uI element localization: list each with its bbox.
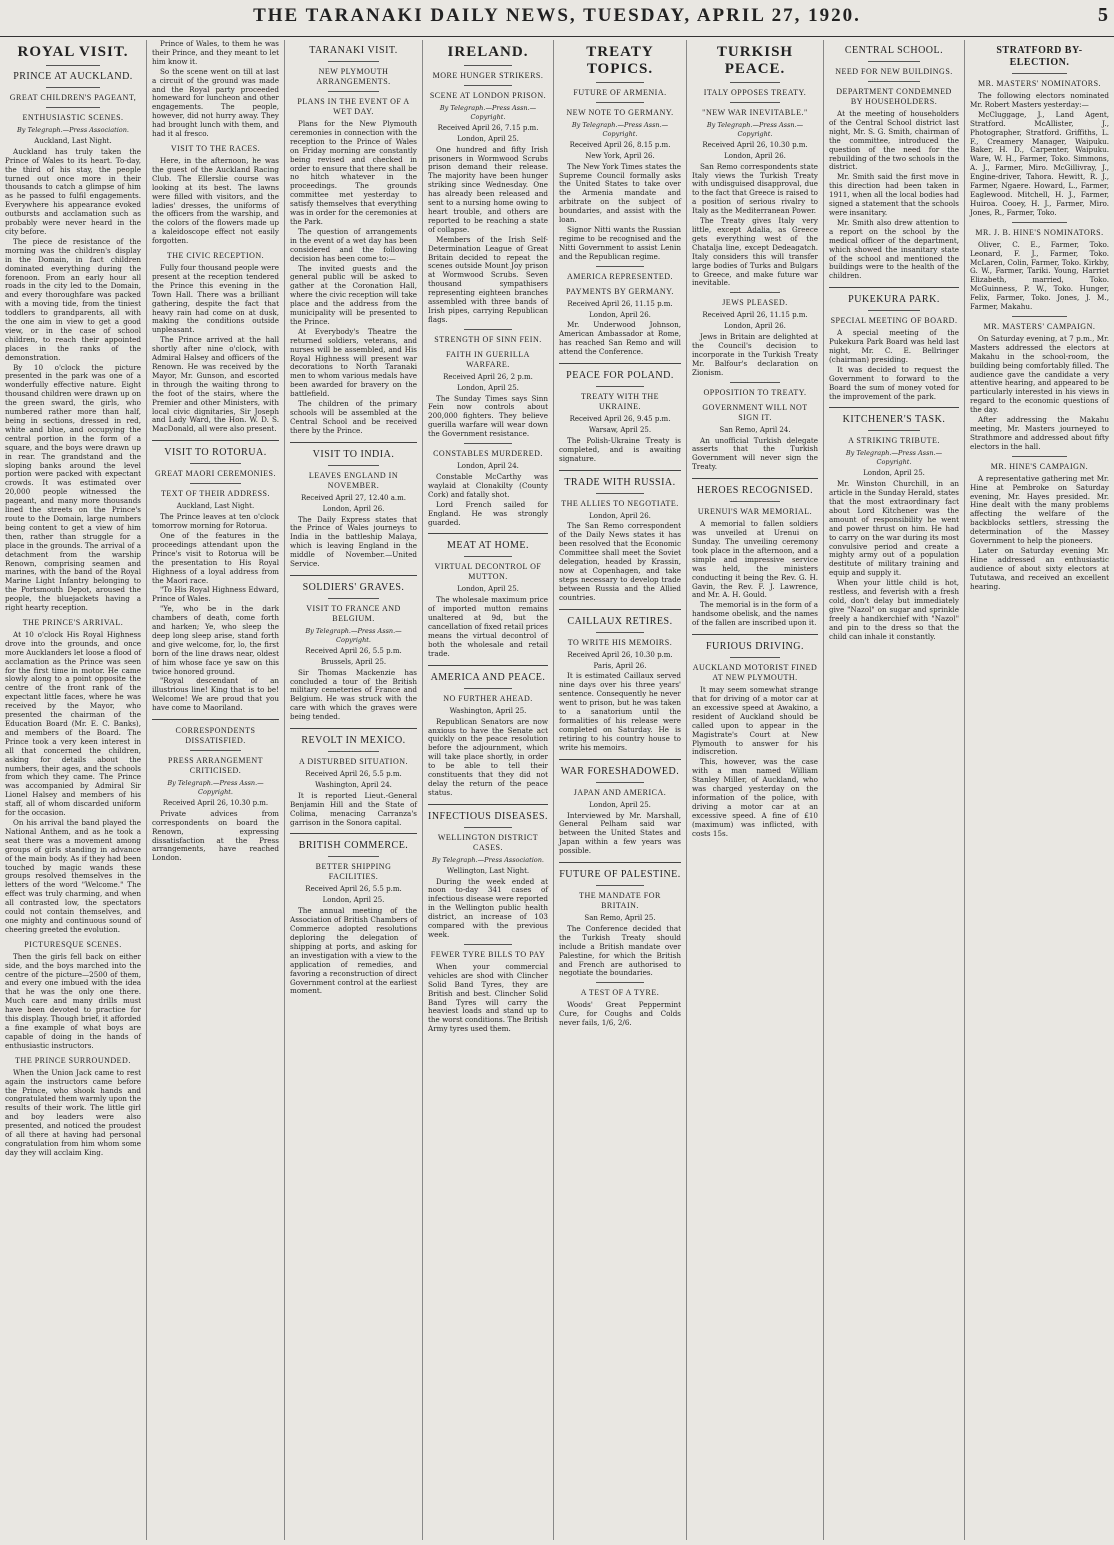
deck: DEPARTMENT CONDEMNED BY HOUSEHOLDERS.: [836, 87, 952, 106]
headline: TRADE WITH RUSSIA.: [564, 476, 676, 488]
dateline: Received April 26, 11.15 p.m.: [702, 311, 808, 320]
headline: VISIT TO INDIA.: [312, 448, 395, 460]
article-paragraph: On his arrival the band played the National Anthem, and as he took a seat there was a movement among groups of girls standing in advance of the main body. As if they had been touched by magic wands these groups resolved themselves in the letters of the word "Welcome." The effect was truly charming, and when all contrasted low, the spectators could not contain themselves, and one mighty and continuous sound of cheering greeted the evolution.: [5, 817, 141, 934]
section-subhead: THE PRINCE SURROUNDED.: [15, 1055, 131, 1065]
page-number: 5: [1098, 4, 1108, 26]
divider: [464, 556, 512, 557]
article-paragraph: Signor Nitti wants the Russian regime to be recognised and the Nitti Government to assist Lenin and the Republican regime.: [559, 224, 681, 261]
divider: [596, 982, 645, 983]
dateline: Auckland, Last Night.: [176, 502, 255, 511]
divider: [464, 329, 512, 330]
article-paragraph: By 10 o'clock the picture presented in the park was one of a wonderfully effective nature. Eight thousand children were drawn up on the green sward, the girls, who numbered rather more than half, being in sections, dressed in red, white and blue, and occupying the central portion in the form of a square, and the boys were drawn up in rear. The grandstand and the sloping banks around the level portion were packed with expectant crowds. It was estimated over 20,000 people witnessed the pageant, and many more thousands lined the streets on the Prince's route to the Domain, large numbers being content to get a view of him then, rather than struggle for a place in the grounds. The arrival of a detachment from the warship Renown, comprising seamen and marines, with the band of the Royal Marine Light Infantry belonging to the Portsmouth Depot, aroused the people, the bluejackets having a right hearty reception.: [5, 362, 141, 613]
headline: HEROES RECOGNISED.: [696, 485, 814, 497]
dateline: Received April 26, 10.30 p.m.: [702, 140, 808, 149]
article-paragraph: Mr. Winston Churchill, in an article in the Sunday Herald, states that the most extraordinary fact about Lord Kitchener was the amount of responsibility he went and power thrust on him. He had to carry on the war during its most convulsive period and create a mighty army out of a population destitute of military training and equip and supply it.: [829, 479, 959, 578]
divider: [428, 533, 548, 534]
dateline: London, April 24.: [457, 462, 519, 471]
byline: By Telegraph.—Press Assn.—Copyright.: [571, 121, 669, 138]
dateline: San Remo, April 25.: [584, 914, 656, 923]
article-paragraph: Prince of Wales, to them he was their Prince, and they meant to let him know it.: [152, 40, 279, 66]
headline: FUTURE OF PALESTINE.: [559, 869, 681, 881]
divider: [692, 478, 818, 479]
article-paragraph: A special meeting of the Pukekura Park Board was held last night, Mr. C. E. Bellringer (chairman) presiding.: [829, 328, 959, 364]
headline: CONSTABLES MURDERED.: [433, 449, 543, 459]
headline: MEAT AT HOME.: [447, 540, 529, 552]
divider: [868, 61, 920, 62]
column-treaty-topics: [554, 40, 687, 1540]
section-subhead: MR. J. B. HINE'S NOMINATORS.: [975, 227, 1104, 237]
dateline: Warsaw, April 25.: [588, 425, 652, 434]
headline: PEACE FOR POLAND.: [566, 370, 674, 382]
article-paragraph: Mr. Underwood Johnson, American Ambassador at Rome, has reached San Remo and will attend the Conference.: [559, 320, 681, 357]
article-paragraph: The Conference decided that the Turkish Treaty should include a British mandate over Palestine, for which the British and French are authorised to negotiate the boundaries.: [559, 923, 681, 978]
deck: GREAT MAORI CEREMONIES.: [155, 469, 276, 479]
article-paragraph: Republican Senators are now anxious to have the Senate act quickly on the peace resolution before the adjournment, which will take place shortly, in order to be able to tell their constituents that they did not delay the return of the peace status.: [428, 716, 548, 797]
dateline: London, April 25.: [457, 383, 519, 392]
section-subhead: THE PRINCE'S ARRIVAL.: [22, 617, 124, 627]
headline: CORRESPONDENTS DISSATISFIED.: [175, 726, 256, 746]
divider: [328, 598, 379, 599]
article-paragraph: Sir Thomas Mackenzie has concluded a tour of the British military cemeteries of France and Belgium. He was struck with the care with which the graves were being tended.: [290, 667, 417, 722]
divider: [328, 856, 379, 857]
divider: [328, 61, 379, 62]
section-subhead: PICTURESQUE SCENES.: [24, 939, 122, 949]
deck: TREATY WITH THE UKRAINE.: [580, 392, 659, 412]
deck: JEWS PLEASED.: [722, 298, 788, 308]
article-paragraph: So the scene went on till at last a circuit of the ground was made and the Royal party proceeded homeward for luncheon and other engagements. The people, however, did not hurry away. They had brought lunch with them, and had it al fresco.: [152, 66, 279, 139]
dateline: Wellington, Last Night.: [446, 866, 530, 875]
divider: [464, 827, 512, 828]
dateline: Auckland, Last Night.: [34, 136, 112, 145]
headline: AMERICA REPRESENTED.: [566, 271, 673, 281]
headline: TREATY TOPICS.: [586, 44, 654, 77]
column-taranaki-visit: [285, 40, 423, 1540]
divider: [152, 719, 279, 720]
dateline: Washington, April 25.: [449, 706, 527, 715]
deck: TEXT OF THEIR ADDRESS.: [161, 489, 270, 499]
divider: [290, 833, 417, 834]
divider: [1012, 316, 1068, 317]
dateline: London, April 26.: [322, 504, 385, 513]
divider: [559, 470, 681, 471]
article-paragraph: Mr. Smith also drew attention to a report on the school by the medical officer of the department, which showed the insanitary state of the school and mentioned the buildings were to the health of the children.: [829, 217, 959, 281]
divider: [1012, 222, 1068, 223]
deck: NEW NOTE TO GERMANY.: [566, 108, 674, 117]
divider: [596, 632, 645, 633]
byline: By Telegraph.—Press Assn.—Copyright.: [845, 449, 943, 467]
divider: [190, 483, 241, 484]
headline: BRITISH COMMERCE.: [298, 840, 409, 852]
article-paragraph: The wholesale maximum price of imported mutton remains unaltered at 9d, but the cancellation of fixed retail prices means the virtual decontrol of both the wholesale and retail trade.: [428, 595, 548, 658]
dateline: Received April 26, 2 p.m.: [443, 372, 533, 381]
article-paragraph: One hundred and fifty Irish prisoners in Wormwood Scrubs prison demand their release. The majority have been hunger striking since Wednesday. One has already been released and sent to a nursing home owing to heart trouble, and others are reported to be reaching a state of collapse.: [428, 144, 548, 234]
deck: BETTER SHIPPING FACILITIES.: [315, 862, 392, 882]
divider: [464, 65, 512, 66]
divider: [730, 382, 780, 383]
article-paragraph: During the week ended at noon to-day 341 cases of infectious disease were reported in the Wellington public health district, an increase of 103 compared with the previous week.: [428, 876, 548, 939]
article-paragraph: Lord French sailed for England. He was strongly guarded.: [428, 499, 548, 527]
divider: [46, 107, 100, 108]
article-paragraph: San Remo correspondents state Italy views the Turkish Treaty with undisguised disapproval, due to the fact that Greece is raised to a position of serious rivalry to Italy as the Mediterranean Power.: [692, 161, 818, 216]
article-paragraph: It is estimated Caillaux served nine days over his three years' sentence. Consequently he never went to prison, but he was taken to a sanatorium until the formalities of his release were completed on Saturday. He is retiring to his country house to write his memoirs.: [559, 671, 681, 752]
dateline: London, April 26.: [724, 151, 786, 160]
article-paragraph: The Sunday Times says Sinn Fein now controls about 200,000 fighters. They believe guerilla warfare will wear down the Government resistance.: [428, 393, 548, 439]
byline: By Telegraph.—Press Assn.—Copyright.: [305, 626, 402, 644]
dateline: London, April 26.: [589, 310, 651, 319]
article-paragraph: The New York Times states the Supreme Council formally asks the United States to take over the Armenia mandate and arbitrate on the subject of boundaries, and assist with the loan.: [559, 161, 681, 225]
deck: FUTURE OF ARMENIA.: [573, 88, 667, 97]
article-paragraph: Plans for the New Plymouth ceremonies in connection with the reception to the Prince of Wales on Friday morning are constantly being revised and checked in order to ensure that there shall be no hitch whatever in the proceedings. The grounds committee met yesterday to satisfy themselves that everything was in order for the ceremonies at the Park.: [290, 119, 417, 226]
divider: [730, 657, 780, 658]
article-paragraph: A memorial to fallen soldiers was unveiled at Urenui on Sunday. The unveiling ceremony took place in the afternoon, and a simple and impressive service was held, the ministers conducting it being the Rev. G. H. Gavin, the Rev. F. J. Lawrence, and Mr. A. H. Gould.: [692, 519, 818, 600]
article-paragraph: Then the girls fell back on either side, and the boys marched into the centre of the picture—2500 of them, and every one imbued with the idea that he was the only one there. Much care and many drills must have been devoted to practice for this display. Though brief, it afforded a fine example of what boys are capable of doing in the hands of enthusiastic instructors.: [5, 951, 141, 1050]
headline: CAILLAUX RETIRES.: [567, 615, 673, 627]
divider: [464, 688, 512, 689]
divider: [46, 87, 100, 88]
columns: [0, 40, 1114, 1540]
article-paragraph: The Treaty gives Italy very little, except Adalia, as Greece gets everything west of the Chatalja line, except Dedeagatch. Italy considers this will transfer large bodies of Turks and Bulgars to Greece, and make future war inevitable.: [692, 216, 818, 288]
deck: VIRTUAL DECONTROL OF MUTTON.: [434, 562, 542, 582]
divider: [328, 751, 379, 752]
dateline: Received April 26, 5.5 p.m.: [305, 770, 402, 779]
headline: CENTRAL SCHOOL.: [844, 45, 944, 56]
article-paragraph: At Everybody's Theatre the returned soldiers, veterans, and nurses will be assembled, and His Royal Highness will present war decorations to North Taranaki men to whom various medals have been awarded for bravery on the battlefield.: [290, 326, 417, 399]
article-paragraph: Later on Saturday evening Mr. Hine addressed an enthusiastic audience of about sixty electors at Tututawa, and received an excellent hearing.: [970, 545, 1109, 591]
dateline: Received April 26, 9.45 p.m.: [569, 415, 671, 424]
byline: By Telegraph.—Press Assn.—Copyright.: [706, 121, 804, 138]
deck: MORE HUNGER STRIKERS.: [432, 71, 544, 80]
headline: REVOLT IN MEXICO.: [301, 735, 406, 747]
article-paragraph: The invited guests and the general public will be asked to gather at the Coronation Hall, where the civic reception will take place and the address from the municipality will be presented to the Prince.: [290, 263, 417, 326]
divider: [328, 465, 379, 466]
deck: SCENE AT LONDON PRISON.: [429, 91, 547, 100]
article-paragraph: Private advices from correspondents on board the Renown, expressing dissatisfaction at the Press arrangements, have reached London.: [152, 808, 279, 863]
headline: STRATFORD BY-ELECTION.: [996, 45, 1083, 68]
divider: [730, 102, 780, 103]
deck: A STRIKING TRIBUTE.: [848, 436, 940, 446]
article-paragraph: "To His Royal Highness Edward, Prince of Wales.: [152, 585, 279, 604]
section-subhead: VISIT TO THE RACES.: [170, 143, 261, 153]
divider: [290, 442, 417, 443]
article-paragraph: The San Remo correspondent of the Daily News states it has been resolved that the Economic Committee shall meet the Soviet delegation, headed by Krassin, now at Copenhagen, and take steps necessary to develop trade between Russia and the Allied countries.: [559, 521, 681, 602]
advert-heading: A TEST OF A TYRE.: [580, 988, 660, 998]
column-royal-visit-cont: [147, 40, 285, 1540]
article-paragraph: The piece de resistance of the morning was the children's display in the Domain, in fact children dominated everything during the forenoon. From an early hour all roads in the city led to the Domain, and every thoroughfare was packed with a moving tide, from the tiniest toddlers to grandparents, all with the one aim in view to get a good view, or in the case of school children, to reach their appointed places in the ranks of the demonstration.: [5, 236, 141, 362]
advert-text: When your little child is hot, restless, and feverish with a fresh cold, don't delay but immediately give "Nazol" on sugar and sprinkle freely a handkerchief with "Nazol" and pin to the dress so that the child can inhale it constantly.: [829, 578, 959, 641]
divider: [1012, 73, 1068, 74]
column-stratford-by-election: [965, 40, 1114, 1540]
article-paragraph: After addressing the Makahu meeting, Mr. Masters journeyed to Strathmore and addressed about fifty electors in the hall.: [970, 415, 1109, 451]
deck: ENTHUSIASTIC SCENES.: [22, 113, 124, 122]
divider: [559, 862, 681, 863]
nominator-list: McCluggage, J., Land Agent, Stratford. McAllister, J., Photographer, Stratford. Griffiths, L. F., Creamery Manager, Waipuku. Baker, H. D., Carpenter, Waipuku. Ware, W. H., Farmer, Toko. Simmons, A. J., Farmer, Miro. McGillivray, J., Engine-driver, Tahora. Hewitt, R. J., Farmer, Ngaere. Howard, L., Farmer, Eaglewood. Mitchell, H. J., Farmer, Huiroa. Cooey, H. J., Farmer, Miro. Jones, R., Farmer, Toko.: [970, 109, 1109, 217]
nominator-list: Oliver, C. E., Farmer, Toko. Leonard, F. J., Farmer, Toko. McLaren, Colin, Farmer, Toko. Kirkby, G. W., Farmer, Tariki. Young, Harriet Elizabeth, married, Toko. McGuinness, P. W., Toko. Hunger, Felix, Farmer, Toko. Jones, J. M., Farmer, Makahu.: [970, 239, 1109, 312]
dateline: London, April 25.: [457, 585, 519, 594]
article-paragraph: It was decided to request the Government to forward to the Board the sum of money voted for the improvement of the park.: [829, 364, 959, 401]
article-paragraph: The Daily Express states that the Prince of Wales journeys to India in the battleship Malaya, which is leaving England in the middle of November.—United Service.: [290, 514, 417, 569]
divider: [464, 944, 512, 945]
dateline: Washington, April 24.: [315, 780, 392, 789]
subheadline: PRINCE AT AUCKLAND.: [13, 71, 133, 82]
article-paragraph: At the meeting of householders of the Central School district last night, Mr. S. G. Smith, chairman of the committee, introduced the question of the need for the rebuilding of the two schools in the district.: [829, 109, 959, 172]
headline: FURIOUS DRIVING.: [705, 641, 804, 653]
article-paragraph: Auckland has truly taken the Prince of Wales to its heart. To-day, the third of his stay, the people turned out once more in their thousands to catch a glimpse of him as he passed to fulfil engagements. Everywhere his appearance evoked outbursts and acclamation such as probably were never heard in the city before.: [5, 146, 141, 236]
divider: [829, 407, 959, 408]
deck: JAPAN AND AMERICA.: [573, 787, 667, 797]
advert-heading: FEWER TYRE BILLS TO PAY: [430, 949, 546, 959]
article-paragraph: It may seem somewhat strange that for driving of a motor car at an excessive speed at Awakino, a resident of Auckland should be called upon to appear in the Magistrate's Court at New Plymouth to answer for his indiscretion.: [692, 685, 818, 757]
article-paragraph: When the Union Jack came to rest again the instructors came before the Prince, who shook hands and congratulated them warmly upon the results of their work. The little girl and boy leaders were also presented, and noticed the proudest of all there at having had personal congratulation from him whom some day they will acclaim King.: [5, 1067, 141, 1157]
deck: TO WRITE HIS MEMOIRS.: [567, 637, 673, 647]
dateline: Received April 27, 12.40 a.m.: [301, 493, 406, 502]
article-paragraph: Jews in Britain are delighted at the Council's decision to incorporate in the Turkish Treaty Mr. Balfour's declaration on Zionism.: [692, 332, 818, 377]
deck: SPECIAL MEETING OF BOARD.: [830, 316, 958, 326]
dateline: London, April 25.: [863, 469, 925, 478]
article-paragraph: "Ye, who be in the dark chambers of death, come forth and harken; Ye, who sleep the deep long sleep arise, stand forth and give welcome, for, lo, the first born of the line draws near, oldest of him whose face ye saw on this twice honored ground.: [152, 604, 279, 676]
column-central-school: [824, 40, 965, 1540]
column-turkish-peace: [687, 40, 824, 1540]
divider: [290, 728, 417, 729]
masthead-title: THE TARANAKI DAILY NEWS, TUESDAY, APRIL 27, 1920.: [253, 5, 861, 26]
divider: [190, 750, 241, 751]
divider: [596, 493, 645, 494]
byline: By Telegraph.—Press Assn.—Copyright.: [167, 779, 264, 796]
dateline: Received April 26, 7.15 p.m.: [437, 123, 539, 132]
dateline: Received April 26, 10.30 p.m.: [162, 798, 269, 807]
dateline: London, April 26.: [589, 511, 651, 520]
masthead: [0, 0, 1114, 37]
divider: [559, 363, 681, 364]
deck: "NEW WAR INEVITABLE.": [702, 108, 808, 117]
deck: PRESS ARRANGEMENT CRITICISED.: [168, 756, 263, 776]
dateline: Received April 26, 5.5 p.m.: [305, 885, 402, 894]
headline: IRELAND.: [447, 44, 529, 60]
article-paragraph: Mr. Smith said the first move in this direction had been taken in 1911, when all the local bodies had signed a statement that the schools were insanitary.: [829, 172, 959, 217]
headline: SOLDIERS' GRAVES.: [302, 581, 405, 593]
dateline: New York, April 26.: [585, 151, 655, 160]
divider: [152, 440, 279, 441]
article-paragraph: "Royal descendant of an illustrious line! King that is to be! Welcome! We are proud that you have come to Maoriland.: [152, 676, 279, 713]
article-paragraph: Interviewed by Mr. Marshall, General Pelham said war between the United States and Japan within a few years was possible.: [559, 810, 681, 856]
deck: THE ALLIES TO NEGOTIATE.: [561, 498, 679, 508]
divider: [868, 430, 920, 431]
dateline: Received April 26, 5.5 p.m.: [305, 646, 402, 655]
deck: NO FURTHER AHEAD.: [443, 693, 533, 703]
article-paragraph: On Saturday evening, at 7 p.m., Mr. Masters addressed the electors at Makahu in the school-room, the building being comfortably filled. The audience gave the candidate a very attentive hearing, and appeared to be particularly interested in his views in regard to the economic questions of the day.: [970, 333, 1109, 415]
deck: NEW PLYMOUTH ARRANGEMENTS.: [316, 67, 391, 86]
article-paragraph: At 10 o'clock His Royal Highness drove into the grounds, and once more Aucklanders let loose a flood of acclamation as the Prince was seen for the first time in motor. He came slowly along to a point opposite the centre of the front rank of the expectant little faces, where he was received by the Mayor, who presented the chairman of the Education Board (Mr. E. C. Banks), and members of the Board. The Prince took a very keen interest in all that concerned the children, asking for details about the numbers, their ages, and the schools from which they came. The Prince was accompanied by Admiral Sir Lionel Halsey and members of his staff, all of whom discarded uniform for the occasion.: [5, 629, 141, 818]
divider: [596, 102, 645, 103]
article-paragraph: Here, in the afternoon, he was the guest of the Auckland Racing Club. The Ellerslie course was looking at its best. The lawns were filled with visitors, and the ladies' dresses, the uniforms of the officers from the warship, and the colors of the flowers made up a kaleidoscope effect not easily forgotten.: [152, 155, 279, 246]
deck: NEED FOR NEW BUILDINGS.: [835, 67, 953, 76]
divider: [692, 634, 818, 635]
headline: VISIT TO ROTORUA.: [164, 447, 267, 459]
divider: [559, 759, 681, 760]
divider: [46, 65, 100, 66]
article-paragraph: The Prince leaves at ten o'clock tomorrow morning for Rotorua.: [152, 512, 279, 531]
dateline: London, April 25.: [322, 896, 385, 905]
dateline: London, April 25.: [589, 800, 651, 809]
dateline: San Remo, April 24.: [719, 425, 791, 434]
headline: WAR FORESHADOWED.: [560, 765, 680, 777]
deck: GOVERNMENT WILL NOT SIGN IT.: [702, 402, 808, 422]
divider: [596, 885, 645, 886]
headline: TARANAKI VISIT.: [309, 45, 398, 56]
deck: OPPOSITION TO TREATY.: [703, 387, 807, 397]
column-ireland: [423, 40, 554, 1540]
article-paragraph: It is reported Lieut.-General Benjamin Hill and the State of Colima, menacing Carranza's garrison in the Sonora capital.: [290, 790, 417, 827]
headline: STRENGTH OF SINN FEIN.: [434, 334, 542, 344]
headline: TURKISH PEACE.: [716, 44, 794, 77]
headline: ROYAL VISIT.: [17, 44, 129, 60]
divider: [596, 82, 645, 83]
article-paragraph: Members of the Irish Self-Determination League of Great Britain decided to repeat the scenes outside Mount Joy prison at Wormwood Scrubs. Seven thousand sympathisers representing eighteen branches assembled with three bands of Irish pipes, carrying Republican flags.: [428, 234, 548, 324]
article-paragraph: An unofficial Turkish delegate asserts that the Turkish Government will never sign the Treaty.: [692, 435, 818, 472]
section-subhead: THE CIVIC RECEPTION.: [166, 251, 265, 261]
article-paragraph: The following electors nominated Mr. Robert Masters yesterday:—: [970, 91, 1109, 109]
advert-text: When your commercial vehicles are shod with Clincher Solid Band Tyres, they are British and best. Clincher Solid Band Tyres will carry the heaviest loads and stand up to the worst conditions. The British Army tyres used them.: [428, 961, 548, 1034]
article-paragraph: The children of the primary schools will be assembled at the Central School and be received there by the Prince.: [290, 399, 417, 435]
dateline: Paris, April 26.: [593, 661, 647, 670]
section-subhead: MR. MASTERS' CAMPAIGN.: [983, 321, 1096, 331]
deck: MR. MASTERS' NOMINATORS.: [977, 79, 1102, 88]
divider: [596, 266, 645, 267]
deck: VISIT TO FRANCE AND BELGIUM.: [306, 603, 401, 623]
divider: [1012, 456, 1068, 457]
dateline: Received April 26, 8.15 p.m.: [569, 140, 671, 149]
divider: [868, 81, 920, 82]
column-royal-visit: [0, 40, 147, 1540]
divider: [596, 386, 645, 387]
deck: PLANS IN THE EVENT OF A WET DAY.: [297, 97, 410, 116]
divider: [464, 85, 512, 86]
headline: PUKEKURA PARK.: [848, 294, 940, 306]
divider: [464, 443, 512, 444]
deck: PAYMENTS BY GERMANY.: [566, 286, 674, 296]
divider: [829, 287, 959, 288]
divider: [730, 292, 780, 293]
deck: A DISTURBED SITUATION.: [299, 757, 408, 767]
advert-text: Woods' Great Peppermint Cure, for Coughs and Colds never fails, 1/6, 2/6.: [559, 1000, 681, 1028]
divider: [428, 665, 548, 666]
section-subhead: MR. HINE'S CAMPAIGN.: [990, 461, 1089, 471]
divider: [868, 310, 920, 311]
dateline: Brussels, April 25.: [320, 657, 387, 666]
divider: [428, 804, 548, 805]
byline: By Telegraph.—Press Association.: [17, 126, 129, 134]
deck: ITALY OPPOSES TREATY.: [703, 88, 807, 97]
article-paragraph: A representative gathering met Mr. Hine at Pembroke on Saturday evening, Mr. Hayes presided. Mr. Hine dealt with the many problems affecting the welfare of the backblocks settlers, stressing the determination of the Massey Government to help the pioneers.: [970, 473, 1109, 546]
byline: By Telegraph.—Press Assn.—Copyright.: [439, 104, 537, 121]
dateline: Received April 26, 11.15 p.m.: [567, 299, 673, 308]
divider: [328, 91, 379, 92]
divider: [730, 82, 780, 83]
deck: AUCKLAND MOTORIST FINED AT NEW PLYMOUTH.: [692, 663, 818, 683]
article-paragraph: The Prince arrived at the hall shortly after nine o'clock, with Admiral Halsey and officers of the Renown. He was received by the Mayor, Mr. Gunson, and escorted in through the waiting throng to the foot of the stairs, where the Premier and other Ministers, with local civic dignitaries, Sir Joseph and Lady Ward, the Hon. W. D. S. MacDonald, all were also present.: [152, 335, 279, 434]
headline: AMERICA AND PEACE.: [430, 671, 546, 683]
article-paragraph: The Polish-Ukraine Treaty is completed, and is awaiting signature.: [559, 435, 681, 463]
deck: URENUI'S WAR MEMORIAL.: [697, 507, 813, 517]
divider: [190, 463, 241, 464]
divider: [596, 782, 645, 783]
article-paragraph: The annual meeting of the Association of British Chambers of Commerce adopted resolutions deploring the delegation of shipping at ports, and asking for an investigation with a view to the application of remedies, and favoring a reconstruction of direct Government control at the earliest moment.: [290, 906, 417, 996]
divider: [559, 609, 681, 610]
divider: [730, 501, 780, 502]
article-paragraph: The question of arrangements in the event of a wet day has been considered and the following decision has been come to:—: [290, 226, 417, 263]
headline: INFECTIOUS DISEASES.: [428, 810, 549, 822]
deck: WELLINGTON DISTRICT CASES.: [437, 832, 539, 852]
deck: LEAVES ENGLAND IN NOVEMBER.: [308, 470, 399, 490]
headline: KITCHENER'S TASK.: [842, 414, 946, 426]
article-paragraph: Constable McCarthy was waylaid at Clonakilty (County Cork) and fatally shot.: [428, 472, 548, 499]
deck: THE MANDATE FOR BRITAIN.: [579, 891, 661, 911]
dateline: Received April 26, 10.30 p.m.: [567, 650, 673, 659]
dateline: London, April 25.: [457, 134, 519, 143]
article-paragraph: Fully four thousand people were present at the reception tendered the Prince this evening in the Town Hall. There was a brilliant gathering, despite the fact that heavy rain had come on at dusk, making the conditions outside unpleasant.: [152, 263, 279, 335]
article-paragraph: This, however, was the case with a man named William Stanley Miller, of Auckland, who was charged yesterday on the information of the police, with driving a motor car at an excessive speed. A fine of £10 (maximum) was inflicted, with costs 15s.: [692, 757, 818, 838]
article-paragraph: The memorial is in the form of a handsome obelisk, and the names of the fallen are inscribed upon it.: [692, 600, 818, 628]
byline: By Telegraph.—Press Association.: [432, 855, 544, 864]
dateline: London, April 26.: [724, 322, 786, 331]
article-paragraph: One of the features in the proceedings attendant upon the Prince's visit to Rotorua will be the presentation to His Royal Highness of a loyal address from the Maori race.: [152, 530, 279, 585]
deck: GREAT CHILDREN'S PAGEANT,: [9, 93, 137, 102]
deck: FAITH IN GUERILLA WARFARE.: [446, 349, 530, 369]
divider: [290, 575, 417, 576]
